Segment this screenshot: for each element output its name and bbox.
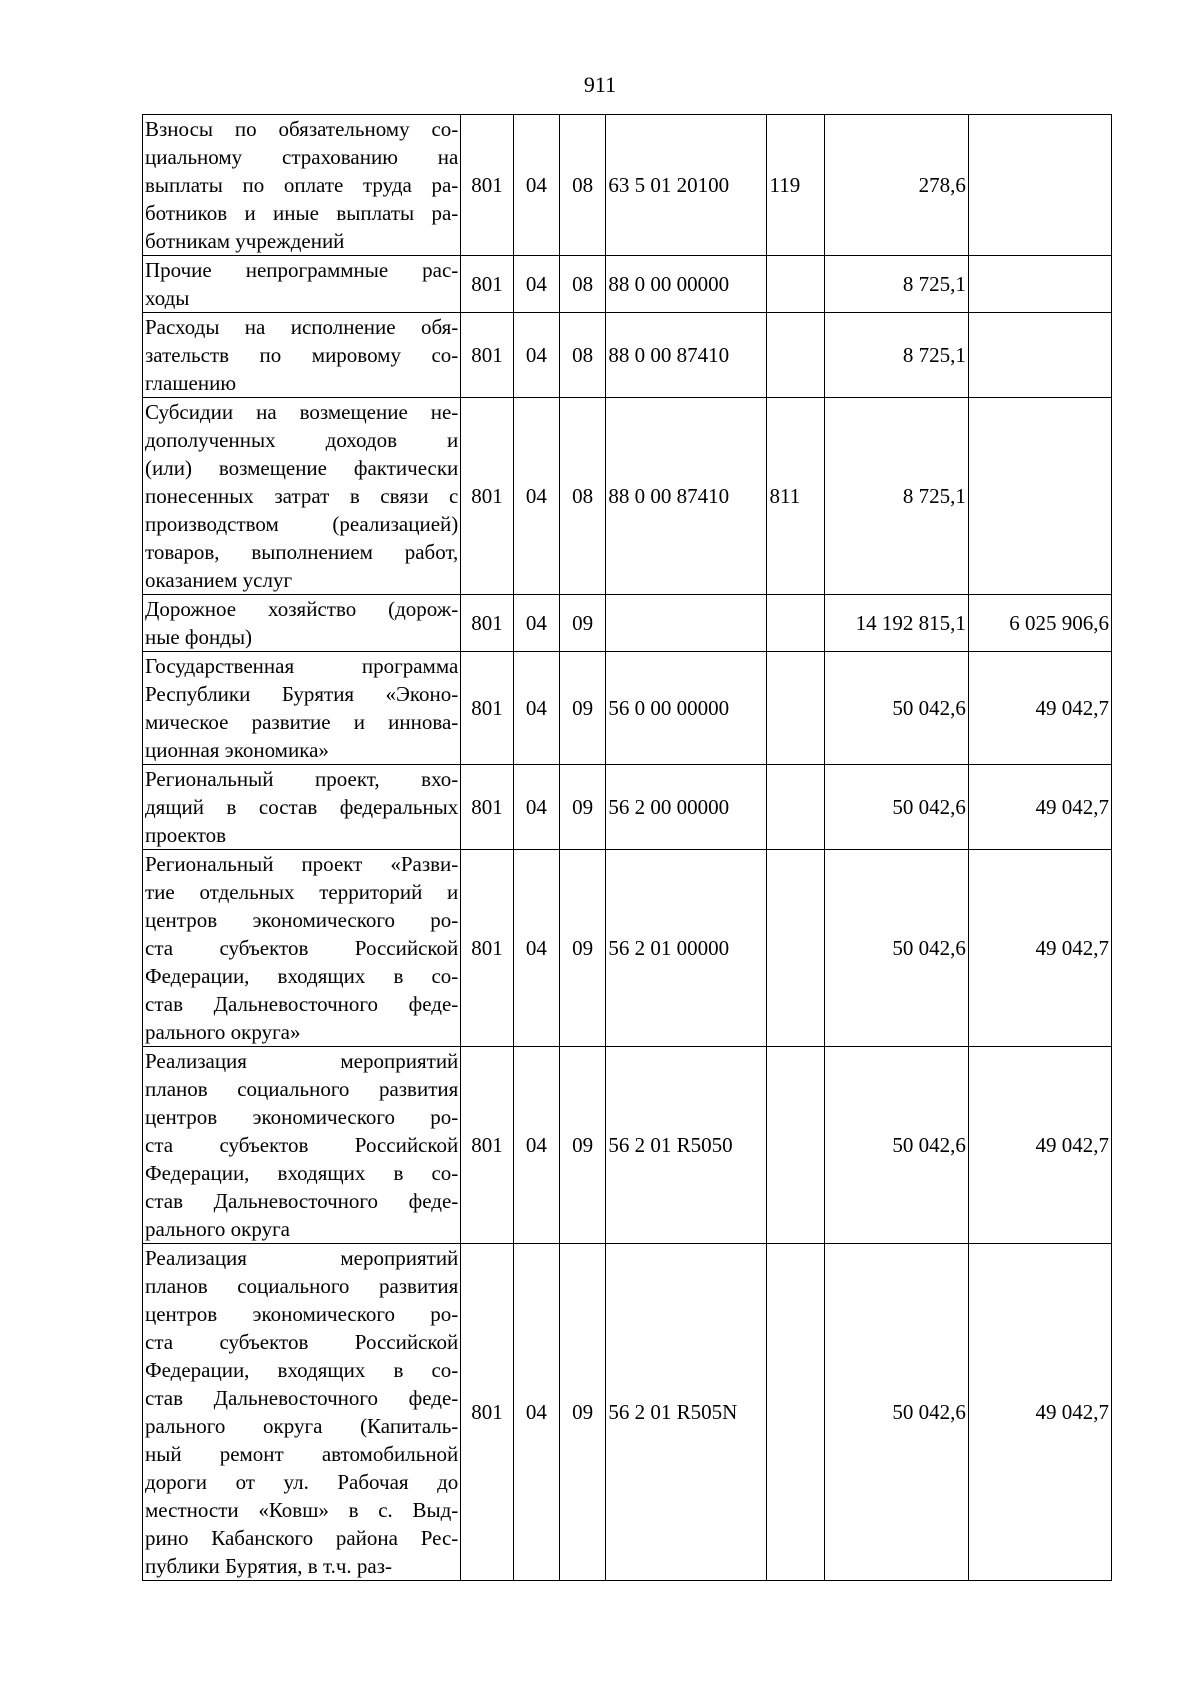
- row-description: [143, 1047, 461, 1244]
- description-line: центров экономического ро-: [145, 908, 459, 932]
- expense-type-code: [767, 850, 824, 1047]
- ministry-code: 801: [461, 398, 513, 595]
- page-number: 911: [583, 72, 617, 97]
- table-row: [143, 256, 1112, 313]
- target-article-code: 88 0 00 00000: [606, 256, 767, 313]
- expense-type-code: [767, 1244, 824, 1581]
- description-line: выплаты по оплате труда ра-: [145, 173, 459, 197]
- description-line: центров экономического ро-: [145, 1105, 459, 1129]
- subsection-code: 08: [560, 313, 606, 398]
- amount-year-2: [968, 115, 1111, 256]
- description-line: рино Кабанского района Рес-: [145, 1526, 459, 1550]
- section-code: 04: [513, 595, 559, 652]
- table-row: [143, 1244, 1112, 1581]
- description-line: Реализация мероприятий: [145, 1049, 459, 1073]
- ministry-code: 801: [461, 313, 513, 398]
- table-row: [143, 398, 1112, 595]
- row-description: [143, 850, 461, 1047]
- section-code: 04: [513, 256, 559, 313]
- description-line: Субсидии на возмещение не-: [145, 400, 459, 424]
- target-article-code: 88 0 00 87410: [606, 398, 767, 595]
- description-line: циальному страхованию на: [145, 145, 459, 169]
- description-line: проектов: [145, 823, 227, 847]
- description-line: дополученных доходов и: [145, 428, 459, 452]
- amount-year-2: 49 042,7: [968, 652, 1111, 765]
- expense-type-code: [767, 595, 824, 652]
- subsection-code: 08: [560, 398, 606, 595]
- amount-year-1: 50 042,6: [824, 1047, 968, 1244]
- subsection-code: 09: [560, 1047, 606, 1244]
- description-line: ходы: [145, 286, 190, 310]
- table-row: [143, 1047, 1112, 1244]
- expense-type-code: [767, 652, 824, 765]
- amount-year-2: 6 025 906,6: [968, 595, 1111, 652]
- description-line: Федерации, входящих в со-: [145, 964, 459, 988]
- description-line: ста субъектов Российской: [145, 936, 459, 960]
- row-description: [143, 1244, 461, 1581]
- description-line: (или) возмещение фактически: [145, 456, 459, 480]
- table-row: [143, 313, 1112, 398]
- table-row: [143, 850, 1112, 1047]
- description-line: ста субъектов Российской: [145, 1330, 459, 1354]
- section-code: 04: [513, 1047, 559, 1244]
- table-row: [143, 652, 1112, 765]
- description-line: ботникам учреждений: [145, 229, 345, 253]
- section-code: 04: [513, 652, 559, 765]
- ministry-code: 801: [461, 850, 513, 1047]
- row-description: [143, 313, 461, 398]
- ministry-code: 801: [461, 652, 513, 765]
- ministry-code: 801: [461, 256, 513, 313]
- subsection-code: 09: [560, 850, 606, 1047]
- description-line: Дорожное хозяйство (дорож-: [145, 597, 459, 621]
- description-line: ционная экономика»: [145, 738, 329, 762]
- budget-table-body: [143, 115, 1112, 1581]
- amount-year-2: [968, 398, 1111, 595]
- target-article-code: 63 5 01 20100: [606, 115, 767, 256]
- description-line: ста субъектов Российской: [145, 1133, 459, 1157]
- section-code: 04: [513, 398, 559, 595]
- ministry-code: 801: [461, 1047, 513, 1244]
- description-line: Республики Бурятия «Эконо-: [145, 682, 459, 706]
- target-article-code: 88 0 00 87410: [606, 313, 767, 398]
- description-line: зательств по мировому со-: [145, 343, 459, 367]
- target-article-code: 56 2 00 00000: [606, 765, 767, 850]
- description-line: публики Бурятия, в т.ч. раз-: [145, 1554, 392, 1578]
- description-line: став Дальневосточного феде-: [145, 992, 459, 1016]
- section-code: 04: [513, 850, 559, 1047]
- subsection-code: 09: [560, 765, 606, 850]
- description-line: рального округа»: [145, 1020, 301, 1044]
- expense-type-code: [767, 256, 824, 313]
- subsection-code: 09: [560, 1244, 606, 1581]
- amount-year-2: 49 042,7: [968, 765, 1111, 850]
- amount-year-1: 278,6: [824, 115, 968, 256]
- description-line: Прочие непрограммные рас-: [145, 258, 459, 282]
- description-line: став Дальневосточного феде-: [145, 1386, 459, 1410]
- description-line: дороги от ул. Рабочая до: [145, 1470, 459, 1494]
- target-article-code: 56 2 01 R505N: [606, 1244, 767, 1581]
- expense-type-code: [767, 313, 824, 398]
- description-line: тие отдельных территорий и: [145, 880, 459, 904]
- row-description: [143, 398, 461, 595]
- description-line: Расходы на исполнение обя-: [145, 315, 459, 339]
- row-description: [143, 115, 461, 256]
- amount-year-1: 50 042,6: [824, 652, 968, 765]
- section-code: 04: [513, 115, 559, 256]
- description-line: производством (реализацией): [145, 512, 459, 536]
- description-line: Реализация мероприятий: [145, 1246, 459, 1270]
- description-line: планов социального развития: [145, 1274, 459, 1298]
- amount-year-1: 8 725,1: [824, 313, 968, 398]
- amount-year-2: 49 042,7: [968, 850, 1111, 1047]
- amount-year-1: 14 192 815,1: [824, 595, 968, 652]
- description-line: ные фонды): [145, 625, 253, 649]
- description-line: Взносы по обязательному со-: [145, 117, 459, 141]
- subsection-code: 09: [560, 652, 606, 765]
- amount-year-1: 50 042,6: [824, 765, 968, 850]
- section-code: 04: [513, 1244, 559, 1581]
- amount-year-1: 8 725,1: [824, 256, 968, 313]
- expense-type-code: [767, 765, 824, 850]
- ministry-code: 801: [461, 595, 513, 652]
- description-line: местности «Ковш» в с. Выд-: [145, 1498, 459, 1522]
- target-article-code: 56 0 00 00000: [606, 652, 767, 765]
- amount-year-1: 50 042,6: [824, 850, 968, 1047]
- amount-year-2: 49 042,7: [968, 1047, 1111, 1244]
- amount-year-2: [968, 256, 1111, 313]
- description-line: дящий в состав федеральных: [145, 795, 459, 819]
- description-line: мическое развитие и иннова-: [145, 710, 459, 734]
- section-code: 04: [513, 313, 559, 398]
- description-line: понесенных затрат в связи с: [145, 484, 459, 508]
- amount-year-2: [968, 313, 1111, 398]
- description-line: Федерации, входящих в со-: [145, 1161, 459, 1185]
- expense-type-code: 811: [767, 398, 824, 595]
- amount-year-1: 50 042,6: [824, 1244, 968, 1581]
- ministry-code: 801: [461, 1244, 513, 1581]
- row-description: [143, 652, 461, 765]
- description-line: рального округа (Капиталь-: [145, 1414, 459, 1438]
- ministry-code: 801: [461, 115, 513, 256]
- description-line: товаров, выполнением работ,: [145, 540, 459, 564]
- target-article-code: 56 2 01 00000: [606, 850, 767, 1047]
- subsection-code: 08: [560, 256, 606, 313]
- description-line: оказанием услуг: [145, 568, 293, 592]
- description-line: глашению: [145, 371, 237, 395]
- target-article-code: 56 2 01 R5050: [606, 1047, 767, 1244]
- row-description: [143, 256, 461, 313]
- description-line: рального округа: [145, 1217, 291, 1241]
- subsection-code: 08: [560, 115, 606, 256]
- description-line: ный ремонт автомобильной: [145, 1442, 459, 1466]
- expense-type-code: [767, 1047, 824, 1244]
- description-line: ботников и иные выплаты ра-: [145, 201, 459, 225]
- table-row: [143, 595, 1112, 652]
- expense-type-code: 119: [767, 115, 824, 256]
- description-line: Региональный проект «Разви-: [145, 852, 459, 876]
- subsection-code: 09: [560, 595, 606, 652]
- description-line: Федерации, входящих в со-: [145, 1358, 459, 1382]
- budget-table: [142, 114, 1112, 1581]
- table-row: [143, 765, 1112, 850]
- description-line: центров экономического ро-: [145, 1302, 459, 1326]
- row-description: [143, 595, 461, 652]
- description-line: планов социального развития: [145, 1077, 459, 1101]
- description-line: Государственная программа: [145, 654, 459, 678]
- table-row: [143, 115, 1112, 256]
- amount-year-2: 49 042,7: [968, 1244, 1111, 1581]
- description-line: став Дальневосточного феде-: [145, 1189, 459, 1213]
- amount-year-1: 8 725,1: [824, 398, 968, 595]
- description-line: Региональный проект, вхо-: [145, 767, 459, 791]
- section-code: 04: [513, 765, 559, 850]
- target-article-code: [606, 595, 767, 652]
- ministry-code: 801: [461, 765, 513, 850]
- row-description: [143, 765, 461, 850]
